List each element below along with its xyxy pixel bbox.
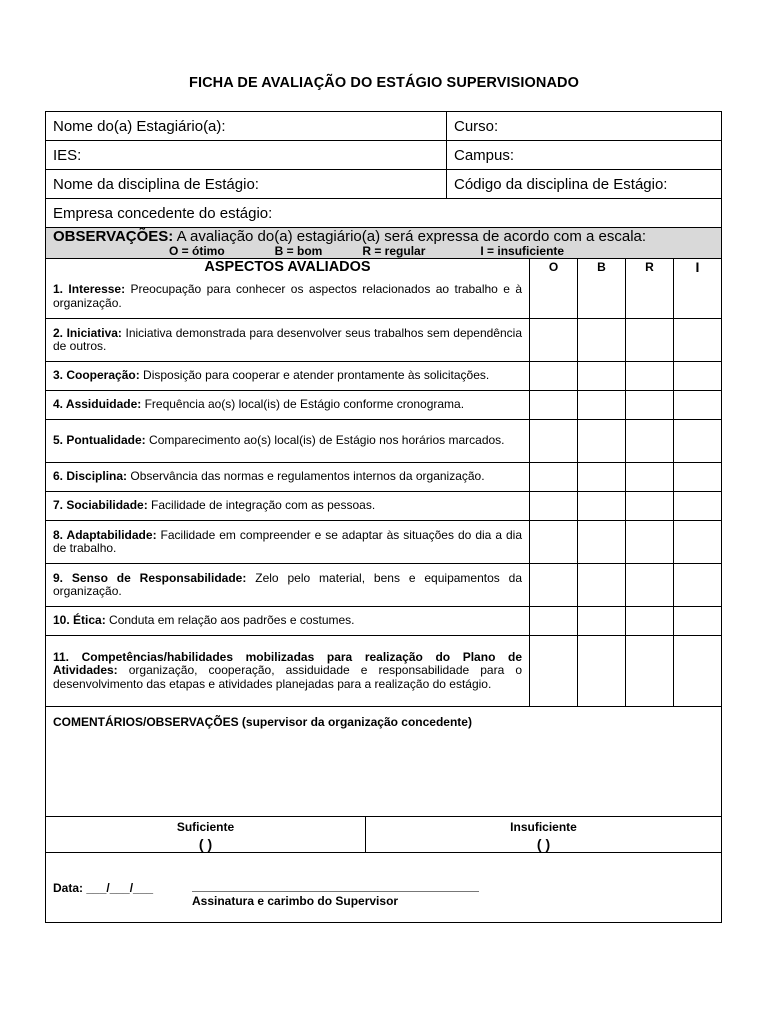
aspect-row: [46, 606, 721, 635]
form-title: FICHA DE AVALIAÇÃO DO ESTÁGIO SUPERVISIONADO: [188, 75, 580, 91]
score-cell-r[interactable]: [626, 492, 674, 520]
score-cell-i[interactable]: [674, 275, 721, 318]
date-field[interactable]: Data: ___/___/___: [53, 881, 154, 895]
aspect-description: Observância das normas e regulamentos internos da organização.: [127, 469, 485, 484]
aspect-label: 1. Interesse:: [53, 282, 126, 296]
aspect-label: 2. Iniciativa:: [53, 325, 122, 340]
score-cell-b[interactable]: [578, 463, 626, 491]
aspectos-title: ASPECTOS AVALIADOS: [46, 259, 530, 275]
empresa-field[interactable]: Empresa concedente do estágio:: [53, 204, 273, 222]
scale-legend: [53, 245, 714, 258]
score-cell-o[interactable]: [530, 391, 578, 419]
aspect-description: Zelo pelo material, bens e equipamentos da organização.: [53, 570, 522, 598]
aspect-row: [46, 491, 721, 520]
score-cell-r[interactable]: [626, 391, 674, 419]
score-cell-r[interactable]: [626, 362, 674, 390]
curso-field[interactable]: Curso:: [454, 117, 499, 135]
aspect-description: Facilidade em compreender e se adaptar às situações do dia a dia de trabalho.: [53, 527, 522, 555]
score-cell-b[interactable]: [578, 319, 626, 361]
score-cell-i[interactable]: [674, 362, 721, 390]
insuficiente-checkbox[interactable]: ( ): [536, 836, 551, 852]
resultado-row: [46, 816, 721, 852]
aspect-text: [46, 391, 530, 419]
score-cell-r[interactable]: [626, 521, 674, 563]
row-empresa: [46, 198, 721, 227]
aspect-text: [46, 521, 530, 563]
score-cell-i[interactable]: [674, 607, 721, 635]
score-cell-r[interactable]: [626, 636, 674, 706]
observacoes-desc: A avaliação do(a) estagiário(a) será expressa de acordo com a escala:: [173, 228, 647, 245]
score-cell-o[interactable]: [530, 636, 578, 706]
aspect-label: 10. Ética:: [53, 613, 106, 628]
observacoes-label: OBSERVAÇÕES:: [53, 228, 174, 245]
score-cell-i[interactable]: [674, 521, 721, 563]
col-o-header: O: [530, 259, 578, 275]
scale-bom: B = bom: [274, 244, 323, 258]
aspect-label: 3. Cooperação:: [53, 368, 140, 383]
score-cell-r[interactable]: [626, 607, 674, 635]
score-cell-o[interactable]: [530, 463, 578, 491]
score-cell-i[interactable]: [674, 319, 721, 361]
score-cell-b[interactable]: [578, 636, 626, 706]
assinatura-row: [46, 852, 721, 922]
aspect-label: 9. Senso de Responsabilidade:: [53, 570, 247, 585]
aspect-label: 4. Assiduidade:: [53, 397, 142, 412]
score-cell-r[interactable]: [626, 564, 674, 606]
aspect-label: 6. Disciplina:: [53, 469, 128, 484]
score-cell-o[interactable]: [530, 420, 578, 462]
score-cell-i[interactable]: [674, 636, 721, 706]
score-cell-o[interactable]: [530, 492, 578, 520]
aspect-row: [46, 419, 721, 462]
signature-label: Assinatura e carimbo do Supervisor: [192, 894, 399, 908]
aspect-text-inner: [53, 572, 522, 599]
score-cell-b[interactable]: [578, 362, 626, 390]
aspect-text-inner: [53, 470, 485, 484]
nome-field[interactable]: Nome do(a) Estagiário(a):: [46, 112, 447, 140]
aspect-row: [46, 520, 721, 563]
aspect-description: Frequência ao(s) local(is) de Estágio conforme cronograma.: [141, 397, 465, 412]
aspect-text: [46, 420, 530, 462]
aspect-text: [46, 362, 530, 390]
score-cell-r[interactable]: [626, 463, 674, 491]
aspect-text: [46, 607, 530, 635]
aspect-text-inner: [53, 369, 489, 383]
score-cell-i[interactable]: [674, 564, 721, 606]
row-ies-campus: [46, 140, 721, 169]
aspect-label: 11. Competências/habilidades mobilizadas para realização do Plano de Atividades:: [53, 649, 522, 678]
aspect-description: Comparecimento ao(s) local(is) de Estágio nos horários marcados.: [145, 433, 505, 448]
row-disciplina: [46, 169, 721, 198]
aspect-text-inner: [53, 283, 522, 310]
suficiente-checkbox[interactable]: ( ): [198, 836, 213, 852]
col-b-header: B: [578, 259, 626, 275]
score-cell-b[interactable]: [578, 564, 626, 606]
comentarios-box[interactable]: [46, 706, 721, 816]
score-cell-b[interactable]: [578, 391, 626, 419]
signature-line[interactable]: [192, 891, 479, 892]
row-nome-curso: [46, 112, 721, 140]
aspect-description: Facilidade de integração com as pessoas.: [147, 498, 376, 513]
score-cell-i[interactable]: [674, 420, 721, 462]
codigo-field[interactable]: Código da disciplina de Estágio:: [454, 175, 668, 193]
scale-regular: R = regular: [362, 244, 426, 258]
aspect-text: [46, 319, 530, 361]
score-cell-i[interactable]: [674, 463, 721, 491]
aspect-text-inner: [53, 499, 375, 513]
aspect-text-inner: [53, 529, 522, 556]
aspect-row: [46, 361, 721, 390]
score-cell-i[interactable]: [674, 391, 721, 419]
insuficiente-label: Insuficiente: [510, 820, 577, 834]
aspect-text: [46, 463, 530, 491]
aspect-row: [46, 275, 721, 318]
aspect-label: 7. Sociabilidade:: [53, 498, 148, 513]
aspect-text-inner: [53, 614, 355, 628]
col-r-header: R: [626, 259, 674, 275]
aspect-row: [46, 462, 721, 491]
observacoes-text: [53, 228, 714, 245]
score-cell-b[interactable]: [578, 607, 626, 635]
comentarios-label: COMENTÁRIOS/OBSERVAÇÕES (supervisor da organização concedente): [53, 715, 472, 729]
score-cell-o[interactable]: [530, 521, 578, 563]
disciplina-field[interactable]: Nome da disciplina de Estágio:: [46, 170, 447, 198]
aspect-description: Iniciativa demonstrada para desenvolver seus trabalhos sem dependência de outros.: [53, 325, 522, 353]
aspect-text-inner: [53, 327, 522, 354]
score-cell-o[interactable]: [530, 607, 578, 635]
aspect-description: Preocupação para conhecer os aspectos relacionados ao trabalho e à organização.: [53, 282, 522, 310]
aspect-description: organização, cooperação, assiduidade e responsabilidade para o desenvolvimento das etapas e atividades planejadas para a realização do estágio.: [53, 663, 522, 691]
score-cell-o[interactable]: [530, 275, 578, 318]
aspect-text-inner: [53, 434, 505, 448]
score-cell-b[interactable]: [578, 521, 626, 563]
aspect-text-inner: [53, 651, 522, 692]
aspect-row: [46, 563, 721, 606]
score-cell-b[interactable]: [578, 275, 626, 318]
score-cell-b[interactable]: [578, 420, 626, 462]
aspect-row: [46, 635, 721, 706]
suficiente-cell[interactable]: [46, 817, 366, 852]
aspect-label: 5. Pontualidade:: [53, 433, 146, 448]
insuficiente-cell[interactable]: [366, 817, 721, 852]
scale-otimo: O = ótimo: [169, 244, 225, 258]
aspect-row: [46, 318, 721, 361]
campus-field[interactable]: Campus:: [454, 146, 515, 164]
score-cell-o[interactable]: [530, 362, 578, 390]
scale-insuficiente: I = insuficiente: [480, 244, 565, 258]
aspect-label: 8. Adaptabilidade:: [53, 527, 157, 542]
col-i-header: I: [695, 259, 700, 275]
aspect-text: [46, 564, 530, 606]
score-cell-i[interactable]: [674, 492, 721, 520]
score-cell-b[interactable]: [578, 492, 626, 520]
aspect-text: [46, 636, 530, 706]
aspect-text-inner: [53, 398, 464, 412]
score-cell-r[interactable]: [626, 319, 674, 361]
score-cell-o[interactable]: [530, 319, 578, 361]
aspect-row: [46, 390, 721, 419]
aspect-description: Disposição para cooperar e atender prontamente às solicitações.: [139, 368, 490, 383]
evaluation-form: [45, 111, 722, 923]
aspectos-header-row: [46, 258, 721, 275]
score-cell-r[interactable]: [626, 420, 674, 462]
suficiente-label: Suficiente: [176, 820, 235, 834]
aspect-text: [46, 275, 530, 318]
aspect-description: Conduta em relação aos padrões e costumes.: [105, 613, 355, 628]
ies-field[interactable]: IES:: [46, 141, 447, 169]
score-cell-o[interactable]: [530, 564, 578, 606]
aspect-text: [46, 492, 530, 520]
observacoes-row: [46, 227, 721, 258]
score-cell-r[interactable]: [626, 275, 674, 318]
aspectos-list: [46, 275, 721, 706]
